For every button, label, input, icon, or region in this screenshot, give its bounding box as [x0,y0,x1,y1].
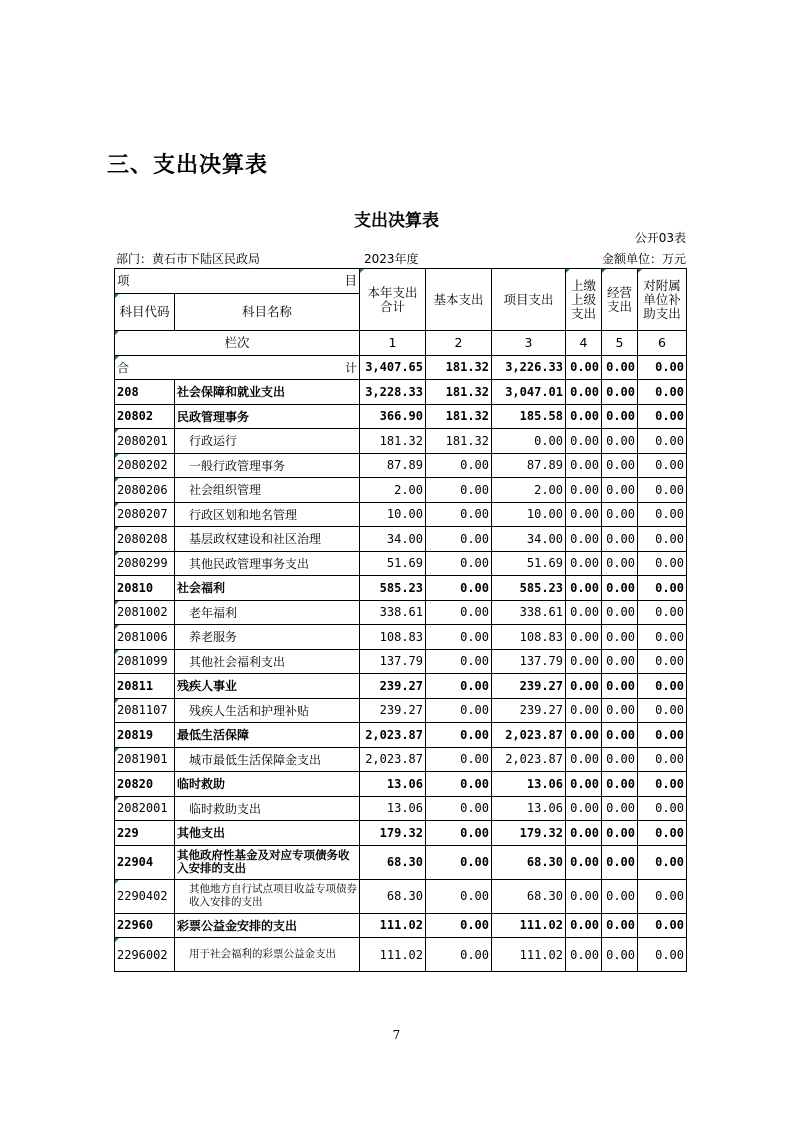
row-business: 0.00 [602,796,638,821]
row-basic: 0.00 [426,576,492,601]
row-business: 0.00 [602,879,638,913]
header-row [115,269,687,294]
grand-total-total: 3,407.65 [360,355,426,380]
row-code: 22960 [115,913,175,938]
table-title: 支出决算表 [354,211,439,231]
row-code: 2080206 [115,478,175,503]
row-total: 108.83 [360,625,426,650]
row-total: 137.79 [360,649,426,674]
row-superior: 0.00 [566,747,602,772]
row-superior: 0.00 [566,879,602,913]
row-basic: 0.00 [426,879,492,913]
row-subsidiary: 0.00 [638,453,687,478]
row-superior: 0.00 [566,478,602,503]
row-total: 239.27 [360,698,426,723]
row-subsidiary: 0.00 [638,404,687,429]
row-code: 2081107 [115,698,175,723]
row-name: 其他支出 [175,821,360,846]
row-name: 一般行政管理事务 [175,453,360,478]
row-project: 68.30 [492,845,566,879]
grand-total-label [115,355,360,380]
row-basic: 0.00 [426,723,492,748]
row-name: 用于社会福利的彩票公益金支出 [175,938,360,972]
row-project: 108.83 [492,625,566,650]
row-name: 残疾人事业 [175,674,360,699]
row-business: 0.00 [602,404,638,429]
grand-total-label-left: 合 [117,360,130,375]
column-number-row [115,331,687,356]
row-business: 0.00 [602,429,638,454]
row-business: 0.00 [602,913,638,938]
row-total: 13.06 [360,772,426,797]
row-subsidiary: 0.00 [638,527,687,552]
row-superior: 0.00 [566,938,602,972]
row-code: 2080208 [115,527,175,552]
row-project: 338.61 [492,600,566,625]
row-superior: 0.00 [566,723,602,748]
row-project: 179.32 [492,821,566,846]
row-code: 2296002 [115,938,175,972]
row-code: 20802 [115,404,175,429]
row-name: 行政区划和地名管理 [175,502,360,527]
row-superior: 0.00 [566,674,602,699]
table-row [115,576,687,601]
row-name: 临时救助 [175,772,360,797]
row-name: 临时救助支出 [175,796,360,821]
row-business: 0.00 [602,453,638,478]
header-superior: 上缴上级支出 [566,269,602,331]
row-basic: 0.00 [426,938,492,972]
row-total: 2,023.87 [360,747,426,772]
row-subsidiary: 0.00 [638,380,687,405]
row-subsidiary: 0.00 [638,576,687,601]
row-basic: 0.00 [426,453,492,478]
row-code: 2082001 [115,796,175,821]
row-subsidiary: 0.00 [638,502,687,527]
row-subsidiary: 0.00 [638,845,687,879]
grand-total-label-right: 计 [344,360,357,375]
row-superior: 0.00 [566,913,602,938]
row-superior: 0.00 [566,429,602,454]
row-subsidiary: 0.00 [638,674,687,699]
row-basic: 0.00 [426,674,492,699]
year-label: 2023年度 [364,252,419,266]
row-project: 239.27 [492,698,566,723]
row-project: 585.23 [492,576,566,601]
row-basic: 0.00 [426,502,492,527]
row-superior: 0.00 [566,380,602,405]
row-business: 0.00 [602,502,638,527]
row-code: 2081099 [115,649,175,674]
grand-total-business: 0.00 [602,355,638,380]
rownum-label: 栏次 [115,331,360,356]
table-row [115,821,687,846]
row-project: 2,023.87 [492,723,566,748]
table-row [115,600,687,625]
table-row [115,625,687,650]
row-name: 其他地方自行试点项目收益专项债券收入安排的支出 [175,879,360,913]
row-basic: 0.00 [426,625,492,650]
row-code: 22904 [115,845,175,879]
table-row [115,796,687,821]
row-total: 10.00 [360,502,426,527]
row-superior: 0.00 [566,698,602,723]
row-project: 34.00 [492,527,566,552]
row-code: 2080207 [115,502,175,527]
row-basic: 0.00 [426,913,492,938]
row-business: 0.00 [602,674,638,699]
row-superior: 0.00 [566,625,602,650]
row-subsidiary: 0.00 [638,879,687,913]
row-name: 老年福利 [175,600,360,625]
row-business: 0.00 [602,551,638,576]
grand-total-basic: 181.32 [426,355,492,380]
row-superior: 0.00 [566,796,602,821]
row-project: 10.00 [492,502,566,527]
header-item-right: 目 [344,273,357,288]
row-superior: 0.00 [566,649,602,674]
row-total: 51.69 [360,551,426,576]
row-subsidiary: 0.00 [638,625,687,650]
col-number-6: 6 [638,331,687,356]
row-code: 2081002 [115,600,175,625]
row-basic: 0.00 [426,551,492,576]
row-business: 0.00 [602,478,638,503]
row-superior: 0.00 [566,576,602,601]
row-name: 基层政权建设和社区治理 [175,527,360,552]
department-label: 部门：黄石市下陆区民政局 [116,252,261,266]
table-row [115,478,687,503]
col-number-2: 2 [426,331,492,356]
header-subsidiary: 对附属单位补助支出 [638,269,687,331]
table-row [115,674,687,699]
header-item-left: 项 [117,273,130,288]
row-basic: 0.00 [426,649,492,674]
grand-total-row [115,355,687,380]
row-name: 其他社会福利支出 [175,649,360,674]
grand-total-superior: 0.00 [566,355,602,380]
row-total: 585.23 [360,576,426,601]
row-total: 68.30 [360,879,426,913]
row-project: 137.79 [492,649,566,674]
row-name: 其他政府性基金及对应专项债务收入安排的支出 [175,845,360,879]
table-row [115,723,687,748]
row-basic: 0.00 [426,772,492,797]
row-business: 0.00 [602,772,638,797]
row-code: 2080299 [115,551,175,576]
table-row [115,938,687,972]
row-code: 229 [115,821,175,846]
row-total: 239.27 [360,674,426,699]
row-subsidiary: 0.00 [638,796,687,821]
row-basic: 0.00 [426,845,492,879]
row-subsidiary: 0.00 [638,723,687,748]
row-superior: 0.00 [566,404,602,429]
table-row [115,649,687,674]
row-name: 城市最低生活保障金支出 [175,747,360,772]
row-business: 0.00 [602,625,638,650]
row-subsidiary: 0.00 [638,913,687,938]
row-business: 0.00 [602,747,638,772]
row-total: 13.06 [360,796,426,821]
row-total: 366.90 [360,404,426,429]
row-code: 208 [115,380,175,405]
row-name: 社会福利 [175,576,360,601]
col-number-3: 3 [492,331,566,356]
row-basic: 181.32 [426,429,492,454]
row-subsidiary: 0.00 [638,821,687,846]
row-name: 行政运行 [175,429,360,454]
section-title: 三、支出决算表 [107,152,269,178]
row-basic: 0.00 [426,796,492,821]
row-total: 181.32 [360,429,426,454]
row-total: 111.02 [360,913,426,938]
row-total: 111.02 [360,938,426,972]
row-name: 民政管理事务 [175,404,360,429]
row-subsidiary: 0.00 [638,772,687,797]
expenditure-table [114,268,687,972]
row-project: 13.06 [492,772,566,797]
table-row [115,429,687,454]
header-name: 科目名称 [175,294,360,331]
row-superior: 0.00 [566,453,602,478]
row-project: 51.69 [492,551,566,576]
form-code: 公开03表 [634,231,686,245]
row-business: 0.00 [602,723,638,748]
table-row [115,380,687,405]
row-total: 3,228.33 [360,380,426,405]
row-subsidiary: 0.00 [638,478,687,503]
header-project: 项目支出 [492,269,566,331]
row-basic: 181.32 [426,404,492,429]
row-business: 0.00 [602,649,638,674]
table-row [115,845,687,879]
row-basic: 0.00 [426,698,492,723]
grand-total-project: 3,226.33 [492,355,566,380]
row-code: 2081901 [115,747,175,772]
row-code: 20811 [115,674,175,699]
page-number: 7 [392,1028,401,1042]
row-superior: 0.00 [566,600,602,625]
col-number-4: 4 [566,331,602,356]
row-project: 239.27 [492,674,566,699]
row-project: 185.58 [492,404,566,429]
table-row [115,502,687,527]
table-row [115,453,687,478]
row-subsidiary: 0.00 [638,429,687,454]
row-superior: 0.00 [566,772,602,797]
row-code: 20819 [115,723,175,748]
row-business: 0.00 [602,380,638,405]
row-project: 2.00 [492,478,566,503]
row-subsidiary: 0.00 [638,649,687,674]
row-code: 2080201 [115,429,175,454]
header-code: 科目代码 [115,294,175,331]
row-name: 彩票公益金安排的支出 [175,913,360,938]
row-total: 2,023.87 [360,723,426,748]
row-subsidiary: 0.00 [638,747,687,772]
header-item-cell [115,269,360,294]
row-business: 0.00 [602,600,638,625]
table-row [115,913,687,938]
row-project: 13.06 [492,796,566,821]
table-row [115,698,687,723]
row-name: 养老服务 [175,625,360,650]
row-total: 34.00 [360,527,426,552]
grand-total-subsidiary: 0.00 [638,355,687,380]
row-subsidiary: 0.00 [638,600,687,625]
header-total: 本年支出合计 [360,269,426,331]
row-name: 最低生活保障 [175,723,360,748]
row-subsidiary: 0.00 [638,698,687,723]
row-basic: 181.32 [426,380,492,405]
row-project: 2,023.87 [492,747,566,772]
unit-label: 金额单位：万元 [601,252,686,266]
row-business: 0.00 [602,821,638,846]
row-total: 338.61 [360,600,426,625]
row-name: 其他民政管理事务支出 [175,551,360,576]
row-subsidiary: 0.00 [638,938,687,972]
table-row [115,879,687,913]
row-project: 87.89 [492,453,566,478]
table-row [115,772,687,797]
row-code: 2080202 [115,453,175,478]
row-business: 0.00 [602,845,638,879]
header-basic: 基本支出 [426,269,492,331]
row-total: 68.30 [360,845,426,879]
col-number-5: 5 [602,331,638,356]
col-number-1: 1 [360,331,426,356]
row-basic: 0.00 [426,821,492,846]
row-name: 社会组织管理 [175,478,360,503]
row-basic: 0.00 [426,527,492,552]
row-project: 111.02 [492,938,566,972]
row-code: 2290402 [115,879,175,913]
row-code: 20810 [115,576,175,601]
row-basic: 0.00 [426,600,492,625]
row-name: 残疾人生活和护理补贴 [175,698,360,723]
row-total: 179.32 [360,821,426,846]
row-superior: 0.00 [566,551,602,576]
row-total: 87.89 [360,453,426,478]
row-superior: 0.00 [566,527,602,552]
row-name: 社会保障和就业支出 [175,380,360,405]
row-code: 20820 [115,772,175,797]
row-superior: 0.00 [566,845,602,879]
row-project: 68.30 [492,879,566,913]
row-subsidiary: 0.00 [638,551,687,576]
row-business: 0.00 [602,698,638,723]
header-business: 经营支出 [602,269,638,331]
row-project: 0.00 [492,429,566,454]
row-project: 3,047.01 [492,380,566,405]
row-basic: 0.00 [426,478,492,503]
row-project: 111.02 [492,913,566,938]
row-superior: 0.00 [566,502,602,527]
row-code: 2081006 [115,625,175,650]
row-business: 0.00 [602,576,638,601]
row-business: 0.00 [602,938,638,972]
table-row [115,747,687,772]
table-row [115,404,687,429]
row-superior: 0.00 [566,821,602,846]
table-row [115,551,687,576]
row-basic: 0.00 [426,747,492,772]
row-total: 2.00 [360,478,426,503]
row-business: 0.00 [602,527,638,552]
table-row [115,527,687,552]
